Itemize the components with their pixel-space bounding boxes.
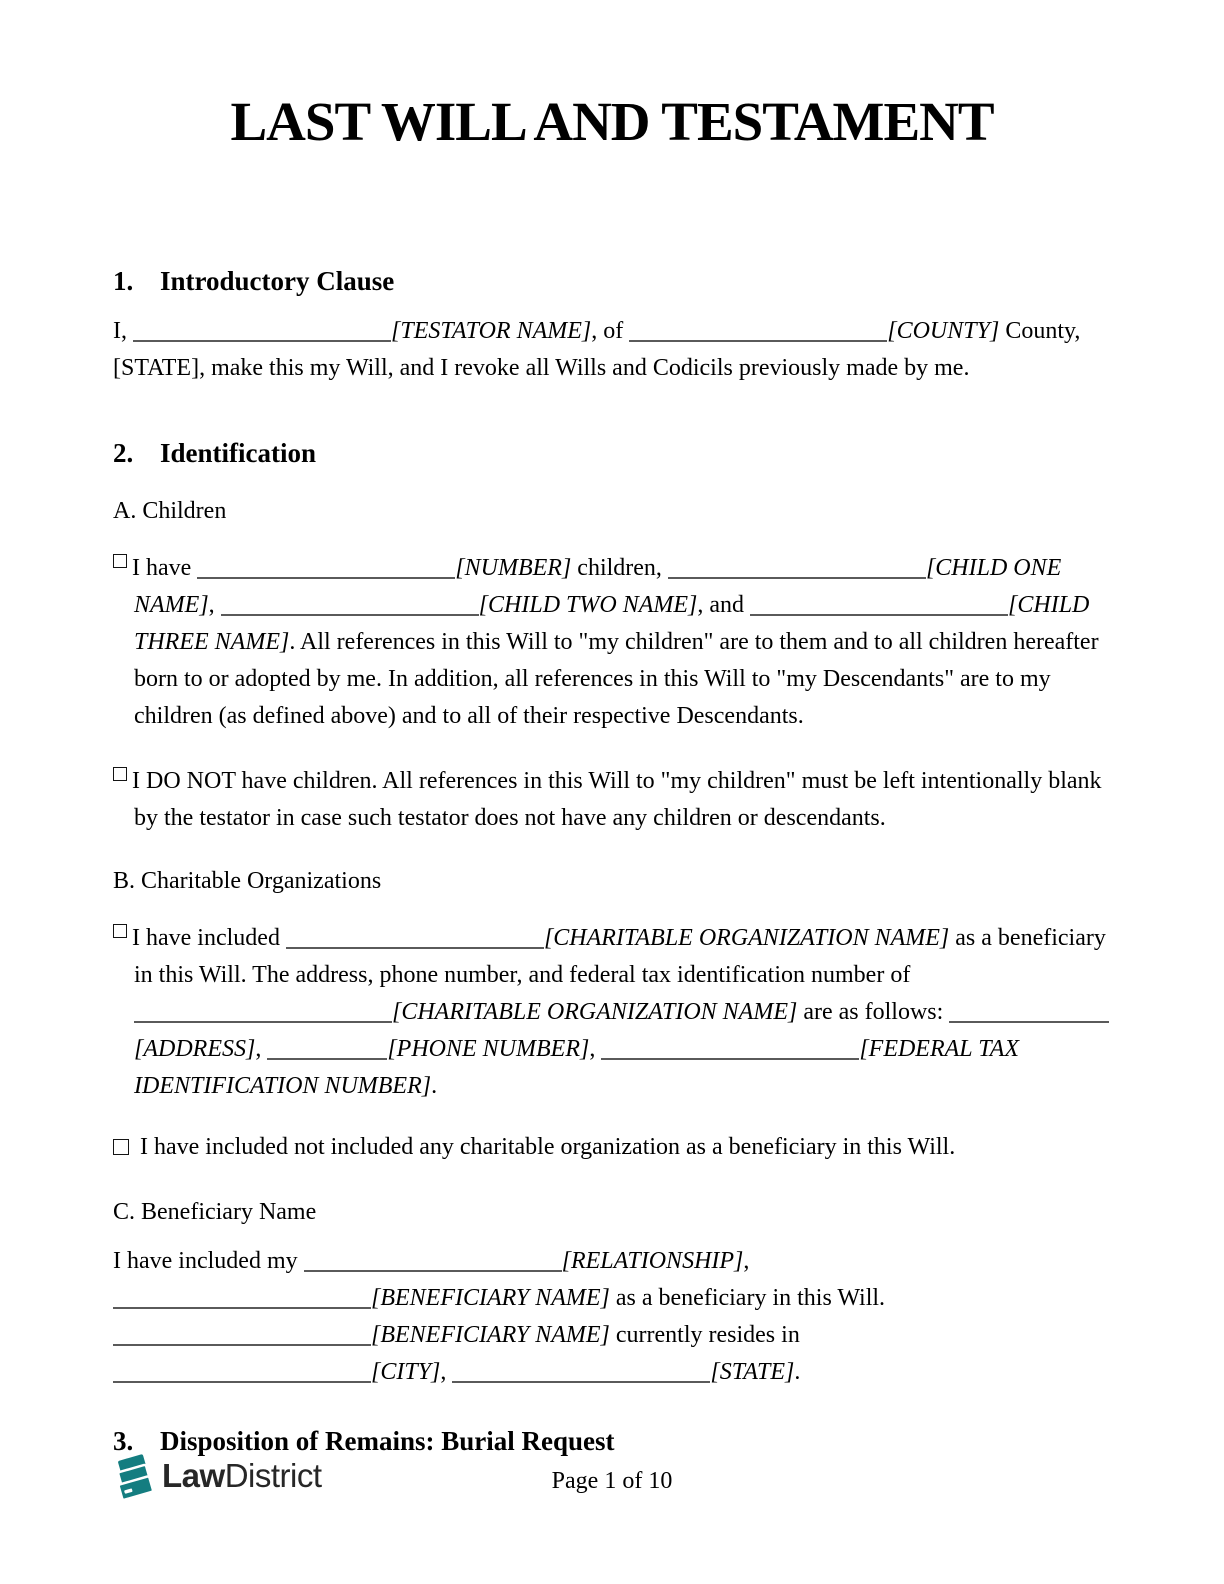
blank-line xyxy=(113,1322,371,1346)
checkbox[interactable] xyxy=(113,924,127,938)
blank-line xyxy=(113,1285,371,1309)
page-footer xyxy=(113,1450,1111,1516)
placeholder-italic: [CHILD ONE NAME] xyxy=(134,555,1062,619)
blank-line xyxy=(601,1036,859,1060)
block-cb-charity-included xyxy=(113,920,1111,1105)
checkbox[interactable] xyxy=(113,554,127,568)
blank-line xyxy=(452,1359,710,1383)
text-run: are as follows: xyxy=(797,999,950,1026)
placeholder-italic: [BENEFICIARY NAME] xyxy=(371,1285,610,1312)
block-heading-intro xyxy=(113,265,1111,297)
placeholder-italic: [ADDRESS] xyxy=(134,1036,256,1063)
text-run: , xyxy=(440,1359,453,1386)
placeholder-italic: [NUMBER] xyxy=(455,555,572,582)
placeholder-italic: [CITY] xyxy=(371,1359,441,1386)
placeholder-italic: [PHONE NUMBER] xyxy=(387,1036,590,1063)
blank-line xyxy=(197,555,455,579)
text-run: I have included not included any charitable organization as a beneficiary in this Will. xyxy=(140,1134,956,1161)
placeholder-italic: [CHILD TWO NAME] xyxy=(478,592,698,619)
block-cb-no-children xyxy=(113,763,1111,837)
text-run: , xyxy=(255,1036,268,1063)
text-run: I have included my xyxy=(113,1248,304,1275)
block-cb-have-children xyxy=(113,550,1111,735)
text-run: as a beneficiary in this Will. xyxy=(609,1285,886,1312)
page-number: Page 1 of 10 xyxy=(551,1468,673,1494)
blank-line xyxy=(304,1248,562,1272)
text-run: . xyxy=(794,1359,801,1386)
block-heading-identification xyxy=(113,437,1111,469)
placeholder-italic: [BENEFICIARY NAME] xyxy=(371,1322,610,1349)
blank-line xyxy=(134,999,392,1023)
text-run: , xyxy=(208,592,221,619)
text-run: , xyxy=(589,1036,602,1063)
checkbox[interactable] xyxy=(113,767,127,781)
heading-text: Identification xyxy=(160,438,317,469)
text-run: I DO NOT have children. All references in this Will to "my children" must be left intentionally blank by the testator in case such testator does not have any children or descendants. xyxy=(132,768,1102,832)
brand-district: District xyxy=(224,1457,322,1494)
block-cb-charity-none xyxy=(113,1129,1111,1166)
blank-line xyxy=(286,925,544,949)
placeholder-italic: [CHARITABLE ORGANIZATION NAME] xyxy=(392,999,798,1026)
block-para-beneficiary xyxy=(113,1243,1111,1391)
brand-law: Law xyxy=(162,1457,225,1494)
heading-number: 1. xyxy=(113,266,134,297)
text-run: I have xyxy=(132,555,198,582)
blank-line xyxy=(750,592,1008,616)
blank-line xyxy=(668,555,926,579)
heading-text: Disposition of Remains: Burial Request xyxy=(160,1426,615,1457)
placeholder-italic: [CHILD THREE NAME] xyxy=(134,592,1090,656)
text-run: currently resides in xyxy=(609,1322,800,1349)
text-run: , and xyxy=(697,592,751,619)
blank-line xyxy=(949,999,1109,1023)
text-run: . All references in this Will to "my children" are to them and to all children hereafter born to or adopted by me. In addition, all references in this Will to "my Descendants" are to my children (as defined above) and to all of their respective Descendants. xyxy=(134,629,1099,730)
checkbox[interactable] xyxy=(113,1139,129,1155)
text-run: as a beneficiary in this Will. The address, phone number, and federal tax identification number of xyxy=(134,925,1106,989)
blank-line xyxy=(629,318,887,342)
placeholder-italic: [FEDERAL TAX IDENTIFICATION NUMBER] xyxy=(134,1036,1020,1100)
text-run: , xyxy=(743,1248,750,1275)
blank-line xyxy=(267,1036,387,1060)
heading-number: 3. xyxy=(113,1426,134,1457)
placeholder-italic: [TESTATOR NAME] xyxy=(391,318,592,345)
text-run: , of xyxy=(591,318,630,345)
block-para-intro xyxy=(113,313,1111,387)
text-run: I have included xyxy=(132,925,286,952)
text-run: I, xyxy=(113,318,133,345)
placeholder-italic: [COUNTY] xyxy=(887,318,1000,345)
placeholder-italic: [RELATIONSHIP] xyxy=(561,1248,744,1275)
blank-line xyxy=(113,1359,371,1383)
document-body xyxy=(113,265,1111,1457)
placeholder-italic: [STATE] xyxy=(710,1359,795,1386)
blank-line xyxy=(133,318,391,342)
heading-number: 2. xyxy=(113,438,134,469)
placeholder-italic: [CHARITABLE ORGANIZATION NAME] xyxy=(543,925,950,952)
block-label-children: A. Children xyxy=(113,498,227,525)
blank-line xyxy=(221,592,479,616)
text-run: children, xyxy=(571,555,668,582)
block-label-beneficiary: C. Beneficiary Name xyxy=(113,1199,317,1226)
block-label-charitable: B. Charitable Organizations xyxy=(113,868,382,895)
text-run: . xyxy=(431,1073,438,1100)
text-run: County, [STATE], make this my Will, and I revoke all Wills and Codicils previously made by me. xyxy=(113,318,1081,382)
heading-text: Introductory Clause xyxy=(160,266,395,297)
page-title: LAST WILL AND TESTAMENT xyxy=(230,91,994,152)
